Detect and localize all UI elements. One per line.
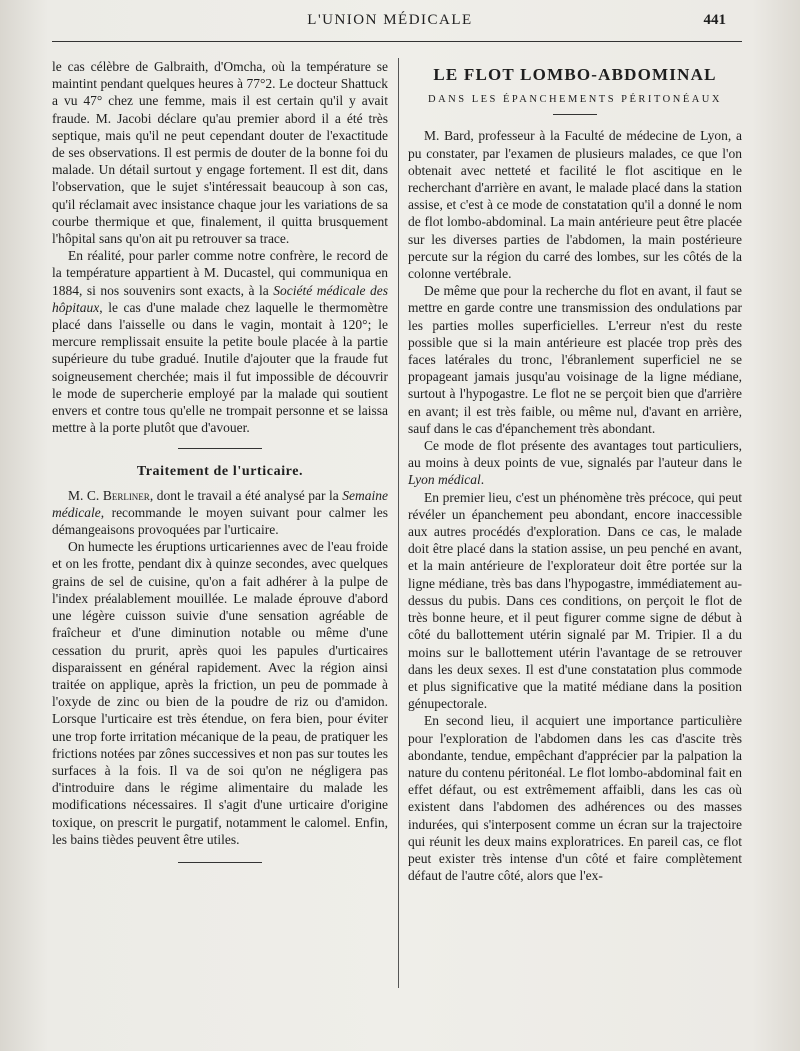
header-rule [52,41,742,42]
left-paragraph-3-prefix: M. C. [68,487,100,503]
left-paragraph-3-middle: , dont le travail a été analysé par la [149,487,339,503]
page-header [40,12,740,34]
right-paragraph-5: En second lieu, il acquiert une importance particulière pour l'exploration de l'abdomen dans les cas d'ascite très abondante, tendue, empêchant d'apprécier par la palpation la nature du contenu péritonéal. Le flot lombo-abdominal fait en effet défaut, ou est extrêmement affaibli, dans les cas où existent dans l'abdomen des adhérences ou des masses indurées, qui s'interposent comme un écran sur la trajectoire qui réunit les deux mains exploratrices. En pareil cas, ce flot peut exister très intense d'un côté et faire complètement défaut de l'autre côté, alors que l'ex- [408,713,743,884]
section-divider [178,448,262,449]
right-paragraph-1: M. Bard, professeur à la Faculté de médecine de Lyon, a pu constater, par l'examen de plusieurs malades, ce que l'on obtenait avec netteté et facilité le flot ascitique en le recherchant d'arrière en avant, le malade placé dans la station assise, et c'est à ce mode de constatation qu'il a donné le nom de flot lombo-abdominal. La main antérieure peut être placée sur les diverses parties de l'abdomen, la main postérieure percute sur la région du carré des lombes, sur les côtés de la colonne vertébrale. [408,128,742,282]
article-title: LE FLOT LOMBO-ABDOMINAL [433,65,717,84]
lyon-journal-name: Lyon médical [408,472,481,488]
right-paragraph-3 [408,437,742,489]
left-paragraph-2 [52,247,388,436]
left-column [52,58,388,863]
society-name: Société médicale des hôpitaux [52,282,389,315]
right-paragraph-2: De même que pour la recherche du flot en avant, il faut se mettre en garde contre une transmission des ondulations par les parties molles superficielles. L'erreur n'est du reste possible que si la main antérieure est placée trop près des faces latérales du tronc, l'ébranlement superficiel ne se propageant jamais jusqu'au voisinage de la ligne médiane, surtout à l'hypogastre. Le flot ne se perçoit bien que d'arrière en avant; il est très faible, ou même nul, d'avant en arrière, sauf dans le cas d'épanchement très abondant. [408,283,742,436]
left-paragraph-3-end: , recommande le moyen suivant pour calmer les démangeaisons provoquées par l'urticaire. [52,504,388,538]
column-divider [398,58,399,988]
end-rule [178,862,262,863]
right-paragraph-3-end: . [480,472,485,488]
left-paragraph-1: le cas célèbre de Galbraith, d'Omcha, où la température se maintint pendant quelques heures à 77°2. Le docteur Shattuck a vu 47° chez une femme, mais il est certain qu'il y avait fraude. M. Jacobi déclare qu'au premier abord il a été très septique, mais qu'il ne peut cependant douter de l'exactitude de ses observations. Il est permis de douter de la bonne foi du malade. Un détail surtout y engage fortement. Il est dit, dans l'observation, que le sujet s'intéressait beaucoup à son cas, qu'il réclamait avec insistance chaque jour les variations de sa courbe thermique et que, finalement, il quitta brusquement l'hôpital sans qu'on ait pu retrouver sa trace. [52,59,388,247]
left-paragraph-4: On humecte les éruptions urticariennes avec de l'eau froide et on les frotte, pendant dix à quinze secondes, avec quelques grains de sel de cuisine, qu'on a fait adhérer à la pulpe de l'index préalablement mouillée. Le malade éprouve d'abord une légère cuisson suivie d'une sensation agréable de fraîcheur et d'une diminution notable ou même d'une cessation du prurit, après quoi les papules d'urticaires disparaissent en général rapidement. Avec la région ainsi traitée on applique, après la friction, un peu de pommade à l'oxyde de zinc ou bien de la poudre de riz ou d'amidon. Lorsque l'urticaire est très étendue, on fera bien, pour éviter une trop forte irritation mécanique de la peau, de pratiquer les frictions notées par zônes successives et non pas sur toutes les surfaces à la fois. Il va de soi qu'on ne négligera pas d'introduire dans le régime alimentaire du malade les modifications nécessaires. Il s'agit d'une urticaire d'origine toxique, on prescrit le purgatif, notamment le calomel. Enfin, les bains tièdes peuvent être utiles. [52,539,388,847]
author-name: Berliner [102,487,150,503]
left-paragraph-3 [52,487,388,539]
section-title: Traitement de l'urticaire. [136,464,304,480]
page-number: 441 [703,12,726,28]
right-column [408,58,742,884]
title-rule [553,114,597,115]
left-paragraph-2-end: , le cas d'une malade chez laquelle le thermomètre placé dans l'aisselle ou dans le vagin, montait à 120°; le mercure remplissait ensuite la petite boule placée à la partie supérieure du tube gradué. Inutile d'ajouter que la fraude fut soigneusement cherchée; mais il fut impossible de découvrir le mode de supercherie employé par la malade qui soutient envers et contre tous qu'elle ne trompait personne et se laissa mettre à la porte plutôt que d'avouer. [52,299,388,436]
running-title: L'UNION MÉDICALE [307,12,473,28]
article-subtitle: DANS LES ÉPANCHEMENTS PÉRITONÉAUX [428,94,722,106]
right-paragraph-4: En premier lieu, c'est un phénomène très précoce, qui peut révéler un épanchement peu abondant, encore inaccessible aux autres procédés d'exploration. Dans ce cas, le malade doit être placé dans la station assise, un peu penché en avant, et la main antérieure de l'explorateur doit être portée sur la ligne médiane, très bas dans l'hypogastre, immédiatement au-dessus du pubis. Dans ces conditions, on perçoit le flot de très bonne heure, et il peut figurer comme signe de début à côté du ballottement utérin signalé par M. Tripier. Il a du moins sur le ballottement utérin l'avantage de se retrouver dans les deux sexes. Il est d'une constatation plus commode et plus significative que la matité médiane dans la position génupectorale. [408,489,742,712]
journal-name: Semaine médicale [52,487,389,520]
left-paragraph-2-start: En réalité, pour parler comme notre confrère, le record de la température appartient à M. Ducastel, qui communiqua en 1884, si nos souvenirs sont exacts, à la [52,248,388,298]
right-paragraph-3-start: Ce mode de flot présente des avantages tout particuliers, au moins à deux points de vue, signalés par l'auteur dans le [408,438,742,471]
